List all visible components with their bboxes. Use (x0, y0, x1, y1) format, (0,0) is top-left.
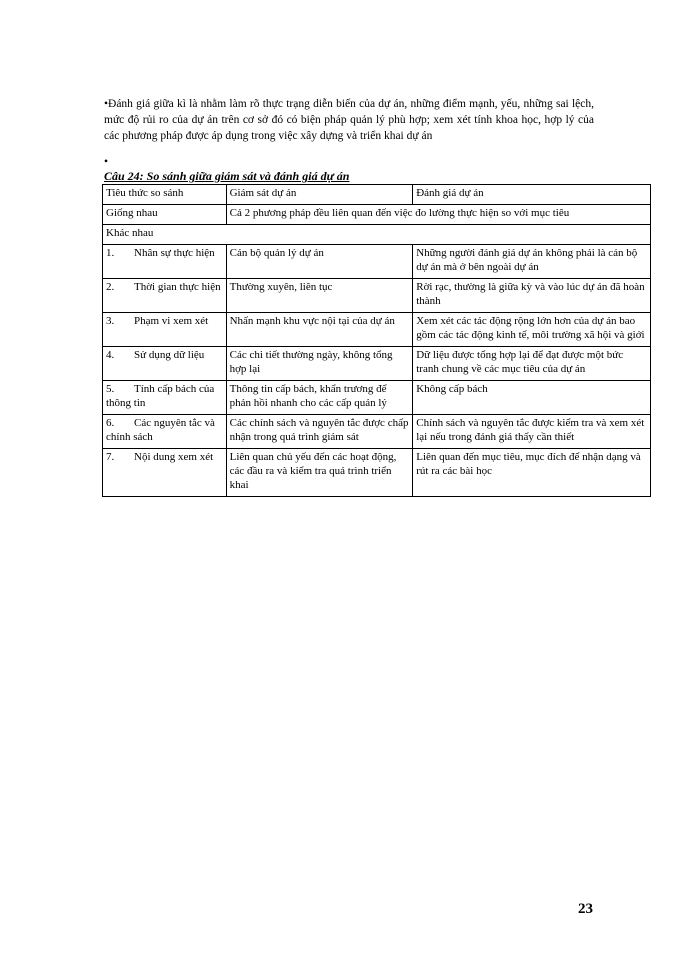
row-number: 1. (106, 247, 115, 259)
criterion-cell (103, 449, 227, 497)
diff-label: Khác nhau (103, 225, 651, 245)
criterion-text: Nội dung xem xét (134, 451, 214, 463)
page-number: 23 (578, 901, 593, 917)
evaluation-cell: Liên quan đến mục tiêu, mục đích để nhận dạng và rút ra các bài học (413, 449, 651, 497)
table-row (103, 347, 651, 381)
criterion-text: Các nguyên tắc và chính sách (106, 417, 215, 443)
criterion-text: Tính cấp bách của thông tin (106, 383, 215, 409)
header-criterion: Tiêu thức so sánh (103, 185, 227, 205)
row-number: 7. (106, 451, 115, 463)
monitoring-cell: Nhấn mạnh khu vực nội tại của dự án (226, 313, 413, 347)
criterion-cell (103, 381, 227, 415)
table-row (103, 449, 651, 497)
empty-bullet: • (104, 156, 109, 168)
comparison-table (102, 184, 651, 497)
row-number: 4. (106, 349, 115, 361)
table-row (103, 313, 651, 347)
table-row (103, 381, 651, 415)
question-title: Câu 24: So sánh giữa giám sát và đánh giá dự án (104, 169, 350, 183)
evaluation-cell: Xem xét các tác động rộng lớn hơn của dự án bao gồm các tác động kinh tế, môi trường xã hội và giới (413, 313, 651, 347)
criterion-text: Thời gian thực hiện (134, 281, 221, 293)
intro-paragraph: •Đánh giá giữa kì là nhằm làm rõ thực trạng diễn biến của dự án, những điểm mạnh, yếu, những sai lệch, mức độ rủi ro của dự án trên cơ sở đó có biện pháp quản lý phù hợp; xem xét tính khoa học, hợp lý của các phương pháp được áp dụng trong việc xây dựng và triển khai dự án (104, 98, 594, 142)
monitoring-cell: Các chi tiết thường ngày, không tổng hợp lại (226, 347, 413, 381)
evaluation-cell: Dữ liệu được tổng hợp lại để đạt được một bức tranh chung về các mục tiêu của dự án (413, 347, 651, 381)
criterion-cell (103, 313, 227, 347)
criterion-cell (103, 415, 227, 449)
evaluation-cell: Chính sách và nguyên tắc được kiểm tra và xem xét lại nếu trong đánh giá thấy cần thiết (413, 415, 651, 449)
row-number: 2. (106, 281, 115, 293)
monitoring-cell: Liên quan chủ yếu đến các hoạt động, các đầu ra và kiểm tra quá trình triển khai (226, 449, 413, 497)
same-label: Giống nhau (103, 205, 227, 225)
monitoring-cell: Cán bộ quản lý dự án (226, 245, 413, 279)
evaluation-cell: Những người đánh giá dự án không phải là cán bộ dự án mà ở bên ngoài dự án (413, 245, 651, 279)
table-row (103, 245, 651, 279)
diff-row (103, 225, 651, 245)
monitoring-cell: Thông tin cấp bách, khẩn trương để phản hồi nhanh cho các cấp quản lý (226, 381, 413, 415)
criterion-cell (103, 245, 227, 279)
criterion-cell (103, 279, 227, 313)
monitoring-cell: Thường xuyên, liên tục (226, 279, 413, 313)
header-evaluation: Đánh giá dự án (413, 185, 651, 205)
table-row (103, 415, 651, 449)
evaluation-cell: Rời rạc, thường là giữa kỳ và vào lúc dự án đã hoàn thành (413, 279, 651, 313)
criterion-text: Sử dụng dữ liệu (134, 349, 205, 361)
row-number: 6. (106, 417, 115, 429)
monitoring-cell: Các chính sách và nguyên tắc được chấp nhận trong quá trình giám sát (226, 415, 413, 449)
criterion-text: Phạm vi xem xét (134, 315, 209, 327)
table-header-row (103, 185, 651, 205)
row-number: 3. (106, 315, 115, 327)
criterion-text: Nhân sự thực hiện (134, 247, 215, 259)
same-row (103, 205, 651, 225)
evaluation-cell: Không cấp bách (413, 381, 651, 415)
criterion-cell (103, 347, 227, 381)
row-number: 5. (106, 383, 115, 395)
same-text: Cả 2 phương pháp đều liên quan đến việc đo lường thực hiện so với mục tiêu (226, 205, 650, 225)
header-monitoring: Giám sát dự án (226, 185, 413, 205)
table-row (103, 279, 651, 313)
